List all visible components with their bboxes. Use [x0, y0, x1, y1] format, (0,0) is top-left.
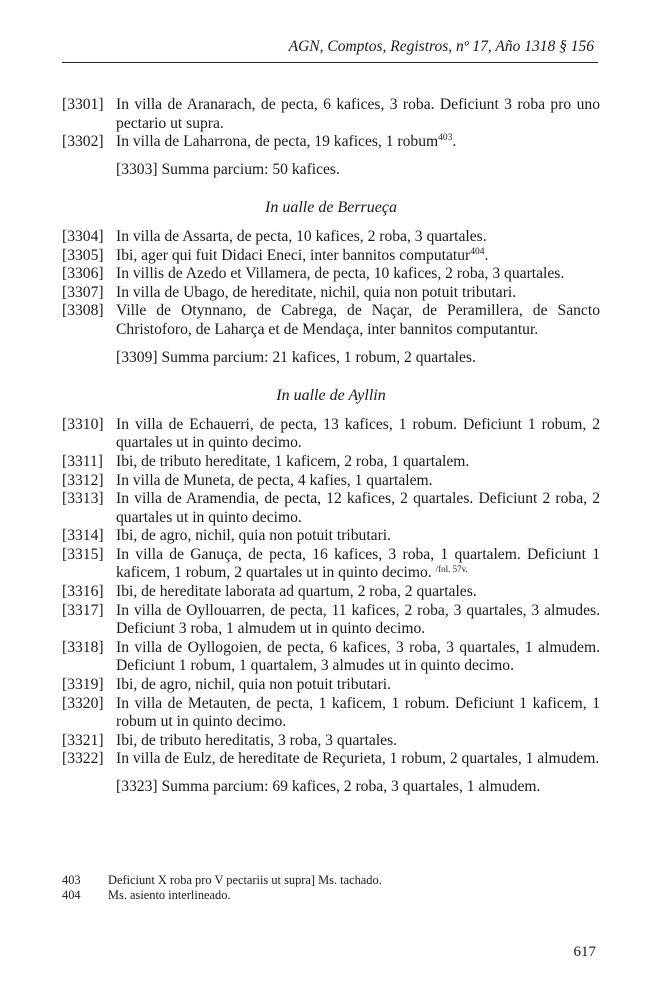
entry-number: [3314]	[62, 527, 104, 545]
entry-text	[116, 96, 600, 133]
entry	[62, 133, 600, 152]
entry	[62, 750, 600, 769]
sum-line	[62, 349, 600, 368]
entry-text	[116, 583, 600, 602]
entry	[62, 639, 600, 676]
sum-number: [3323]	[116, 778, 158, 795]
entry-text-body: Ibi, de tributo hereditate, 1 kaficem, 2 roba, 1 quartalem.	[116, 452, 470, 470]
entry	[62, 302, 600, 339]
entry-text	[116, 416, 600, 453]
entry-text-body: In villa de Ubago, de hereditate, nichil, quia non potuit tributari.	[116, 283, 517, 301]
entry-text-body: In villa de Metauten, de pecta, 1 kaficem, 1 robum. Deficiunt 1 kaficem, 1 robum ut in quinto decimo.	[116, 694, 600, 731]
entry-text-tail: .	[452, 133, 457, 151]
entry-text-body: In villa de Aramendia, de pecta, 12 kafices, 2 quartales. Deficiunt 2 roba, 2 quartales ut in quinto decimo.	[116, 490, 600, 526]
entry-text	[116, 695, 600, 732]
entry-text	[116, 490, 600, 527]
entry	[62, 527, 600, 546]
entry-number: [3308]	[62, 302, 104, 320]
entry-number: [3315]	[62, 545, 104, 563]
entry	[62, 602, 600, 639]
entry-number: [3322]	[62, 750, 104, 768]
entry-number: [3307]	[62, 283, 104, 301]
footnotes	[62, 873, 600, 903]
entry	[62, 546, 600, 583]
entry-number: [3316]	[62, 583, 104, 601]
entry-text-body: In villa de Assarta, de pecta, 10 kafices, 2 roba, 3 quartales.	[116, 227, 487, 245]
footnote-number: 404	[62, 888, 81, 902]
entry-text	[116, 750, 600, 769]
entry-number: [3310]	[62, 415, 104, 433]
entry	[62, 583, 600, 602]
footnote-text: Ms. asiento interlineado.	[108, 888, 231, 902]
entry-text-body: In villa de Aranarach, de pecta, 6 kafices, 3 roba. Deficiunt 3 roba pro uno pectario ut supra.	[116, 96, 600, 132]
entry-text-body: In villa de Muneta, de pecta, 4 kafies, 1 quartalem.	[116, 471, 433, 489]
entry-number: [3301]	[62, 96, 104, 113]
entry-text-body: Ibi, de hereditate laborata ad quartum, 2 roba, 2 quartales.	[116, 583, 477, 601]
entry-text	[116, 639, 600, 676]
entry	[62, 453, 600, 472]
entry	[62, 416, 600, 453]
sum-text: Summa parcium: 69 kafices, 2 roba, 3 quartales, 1 almudem.	[161, 778, 541, 795]
entry-number: [3312]	[62, 471, 104, 489]
section-heading: In ualle de Berrueça	[265, 199, 397, 217]
entry-text-body: In villa de Ganuça, de pecta, 16 kafices, 3 roba, 1 quartalem. Deficiunt 1 kaficem, 1 robum, 2 quartales ut in quinto decimo.	[116, 545, 600, 582]
header-rule	[62, 62, 598, 63]
entry-number: [3313]	[62, 490, 104, 508]
entry-text-body: Ibi, de tributo hereditatis, 3 roba, 3 quartales.	[116, 731, 398, 749]
entry-text-tail: .	[484, 246, 489, 264]
entry	[62, 490, 600, 527]
entry-text	[116, 302, 600, 339]
entry	[62, 284, 600, 303]
entry-text	[116, 247, 600, 266]
entry	[62, 228, 600, 247]
document-body	[62, 96, 600, 797]
entry-number: [3317]	[62, 601, 104, 619]
entry-text-body: In villis de Azedo et Villamera, de pecta, 10 kafices, 2 roba, 3 quartales.	[116, 265, 565, 283]
footnote	[62, 888, 600, 903]
entry-text	[116, 602, 600, 639]
section-heading: In ualle de Ayllin	[276, 387, 386, 405]
sum-line	[62, 778, 600, 797]
entry	[62, 732, 600, 751]
entry-text-body: In villa de Echauerri, de pecta, 13 kafices, 1 robum. Deficiunt 1 robum, 2 quartales ut in quinto decimo.	[116, 415, 600, 452]
entry-number: [3306]	[62, 265, 104, 283]
entry-text-body: In villa de Oyllogoien, de pecta, 6 kafices, 3 roba, 3 quartales, 1 almudem. Deficiunt 1 robum, 1 quartalem, 3 almudes ut in quinto decimo.	[116, 638, 600, 675]
entry-text	[116, 732, 600, 751]
running-head: AGN, Comptos, Registros, nº 17, Año 1318 § 156	[288, 38, 594, 55]
entry-text	[116, 284, 600, 303]
entry-text	[116, 546, 600, 583]
sum-line	[62, 161, 600, 180]
entry-number: [3302]	[62, 133, 104, 151]
entry-text	[116, 133, 600, 152]
footnote-text: Deficiunt X roba pro V pectariis ut supra] Ms. tachado.	[108, 873, 382, 887]
entry-number: [3319]	[62, 676, 104, 694]
entry	[62, 265, 600, 284]
sum-number: [3309]	[116, 348, 158, 366]
entry-text-body: In villa de Laharrona, de pecta, 19 kafices, 1 robum	[116, 133, 439, 151]
entry-number: [3311]	[62, 452, 103, 470]
entry	[62, 247, 600, 266]
entry-number: [3320]	[62, 694, 104, 712]
page-number: 617	[573, 944, 596, 960]
footnote-number: 403	[62, 873, 81, 887]
entry-text-body: Ibi, de agro, nichil, quia non potuit tributari.	[116, 676, 391, 694]
entry-text	[116, 265, 600, 284]
entry	[62, 472, 600, 491]
sum-text: Summa parcium: 21 kafices, 1 robum, 2 quartales.	[161, 348, 476, 366]
entry-text-body: In villa de Oyllouarren, de pecta, 11 kafices, 2 roba, 3 quartales, 3 almudes. Deficiunt 3 roba, 1 almudem ut in quinto decimo.	[116, 601, 600, 638]
sum-text: Summa parcium: 50 kafices.	[161, 160, 340, 178]
entry	[62, 695, 600, 732]
entry	[62, 676, 600, 695]
entry-text-body: Ibi, de agro, nichil, quia non potuit tributari.	[116, 527, 391, 545]
footnote-ref: 404	[470, 246, 485, 257]
entry-number: [3304]	[62, 227, 104, 245]
entry-text	[116, 527, 600, 546]
entry-text	[116, 676, 600, 695]
entry-number: [3318]	[62, 638, 104, 656]
entry-text	[116, 228, 600, 247]
entry-text-body: Ibi, ager qui fuit Didaci Eneci, inter bannitos computatur	[116, 246, 471, 264]
sum-number: [3303]	[116, 160, 158, 178]
entry-number: [3321]	[62, 731, 104, 749]
entry-text-body: In villa de Eulz, de hereditate de Reçurieta, 1 robum, 2 quartales, 1 almudem.	[116, 750, 600, 768]
entry	[62, 96, 600, 133]
entry-number: [3305]	[62, 246, 104, 264]
folio-marker: /fol. 57v.	[435, 564, 468, 575]
entry-text	[116, 453, 600, 472]
entry-text	[116, 472, 600, 491]
footnote-ref: 403	[438, 133, 453, 144]
footnote	[62, 873, 600, 888]
entry-text-body: Ville de Otynnano, de Cabrega, de Naçar, de Peramillera, de Sancto Christoforo, de Laharça et de Mendaça, inter bannitos computantur.	[116, 302, 600, 338]
